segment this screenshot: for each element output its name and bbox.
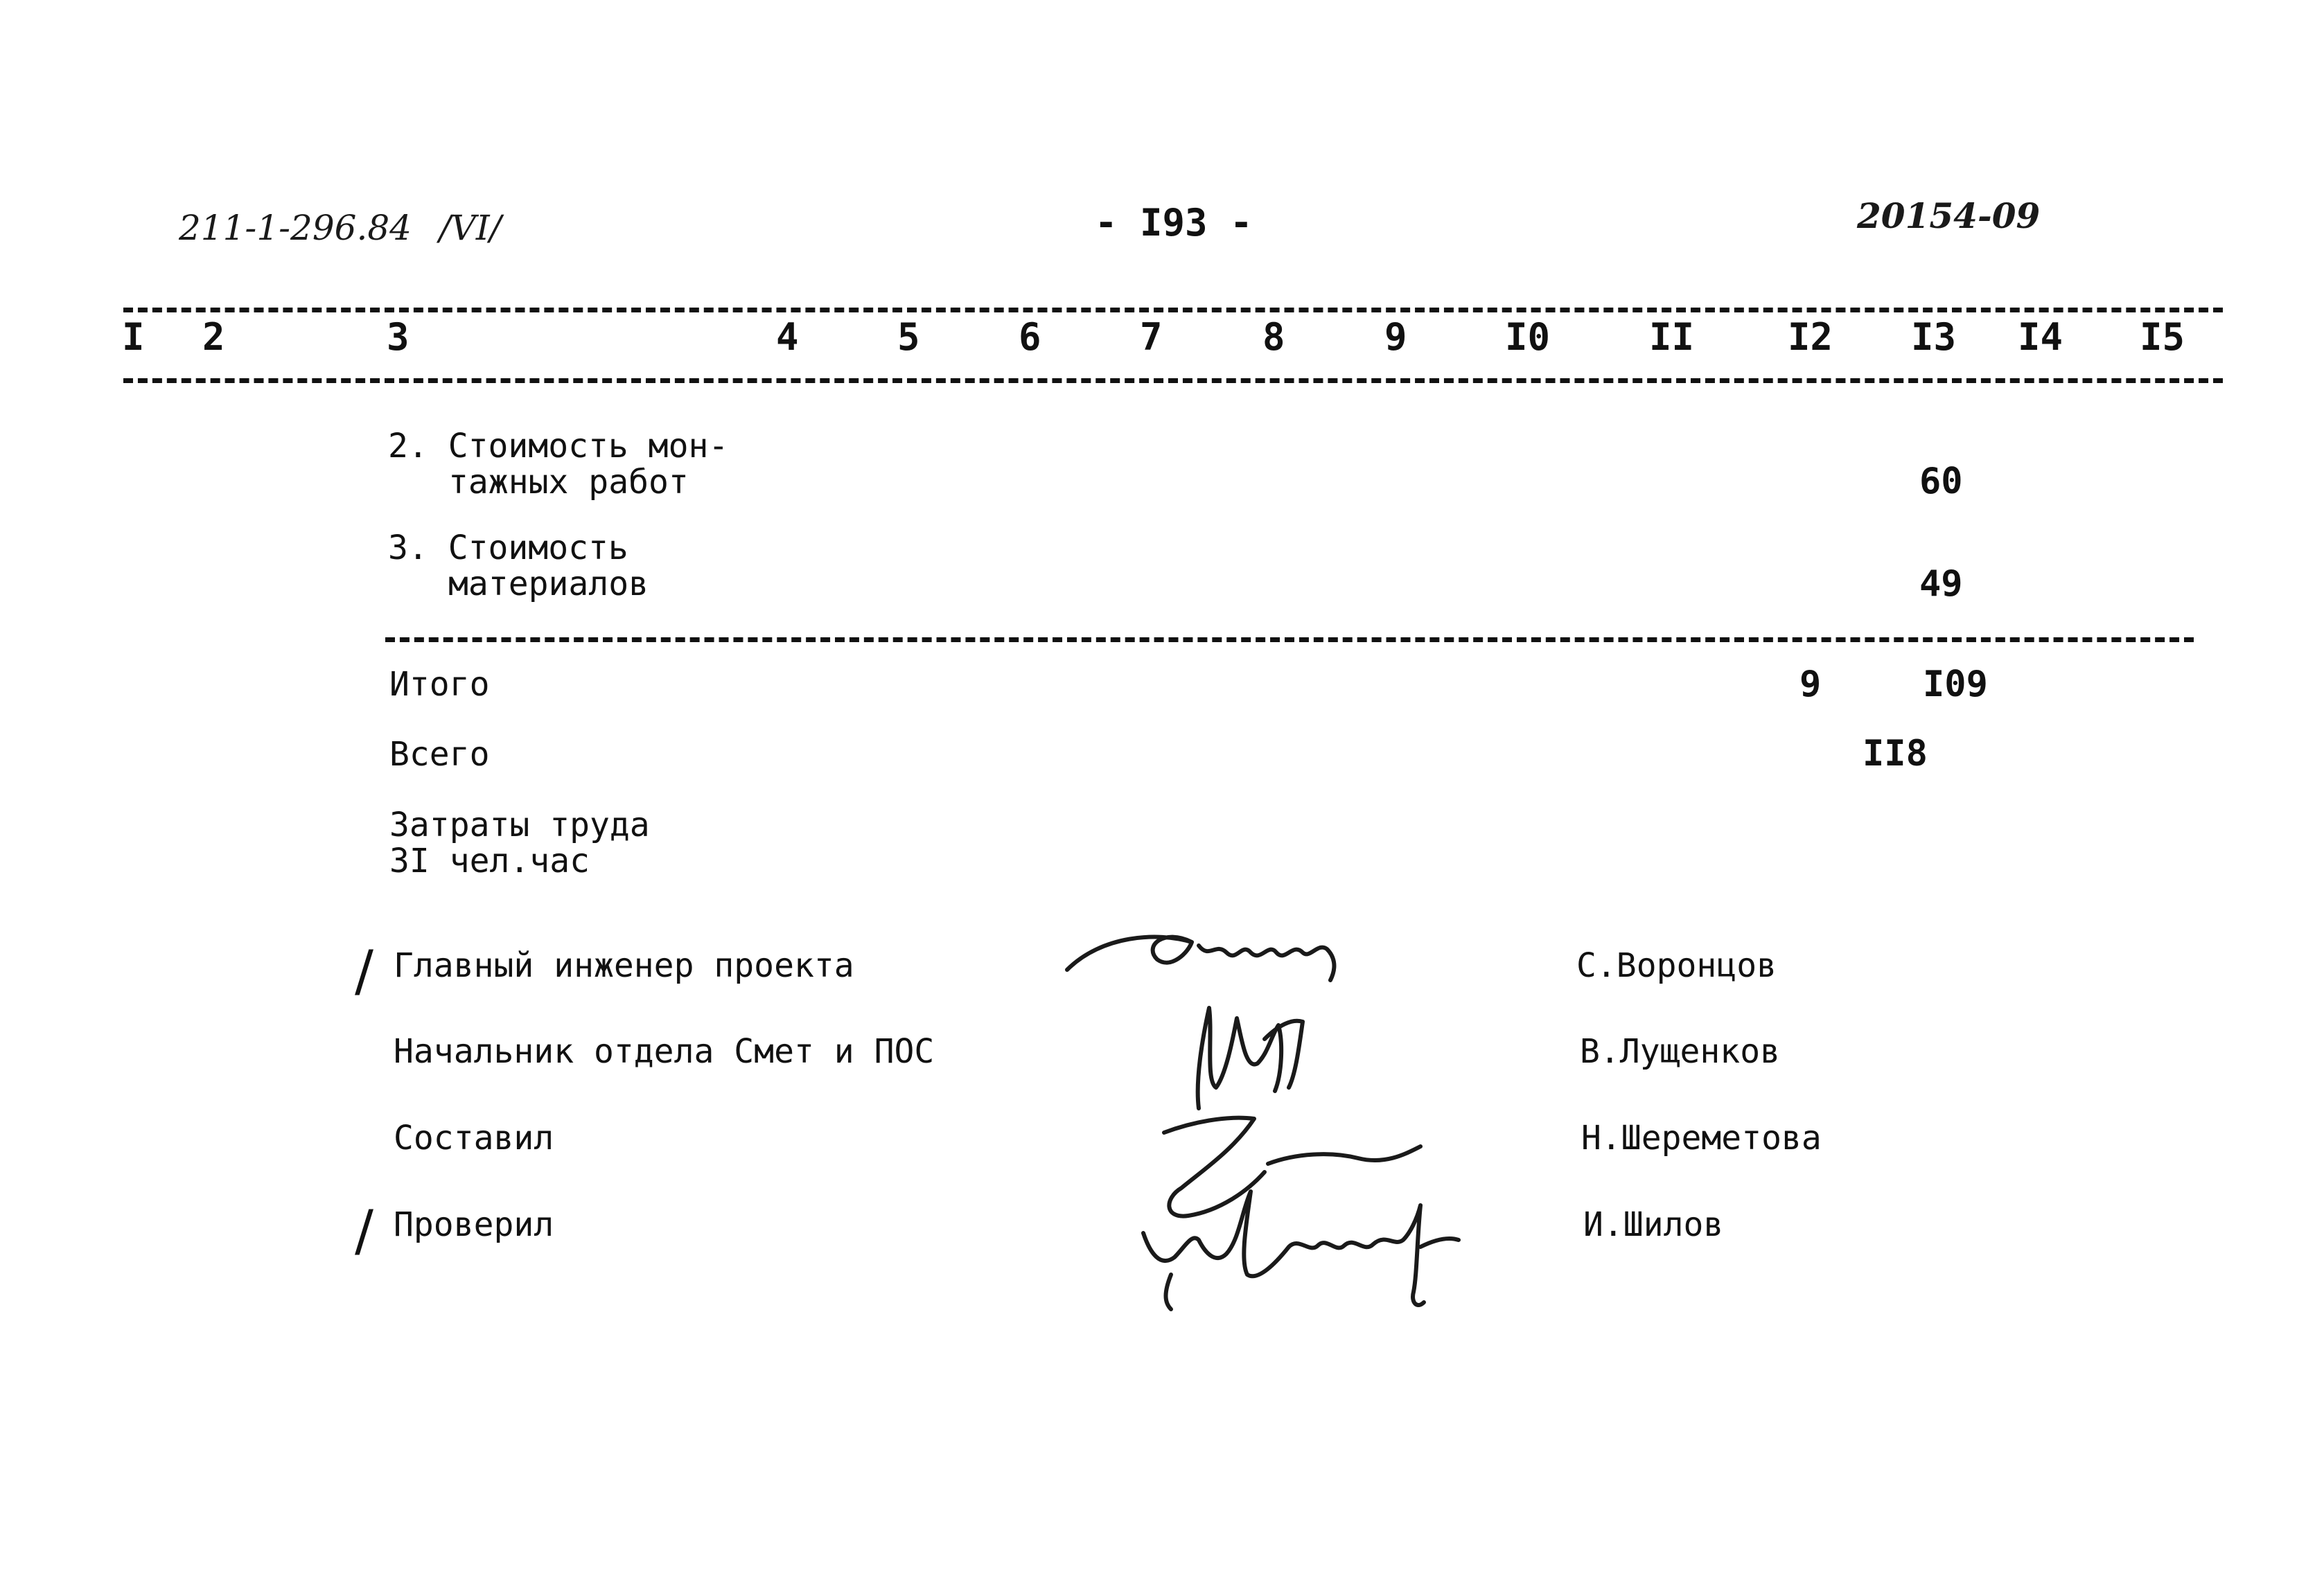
column-number: I5 [2140,315,2185,359]
labor-costs-line1: Затраты труда [389,806,650,844]
signatory-name: Н.Шереметова [1581,1119,1822,1158]
column-number: 2 [202,315,225,359]
slash-mark: / [355,1198,373,1263]
inventory-number: 20154-09 [1857,195,2041,236]
column-number: 8 [1262,315,1285,359]
document-code-number: 211-1-296.84 [179,208,412,248]
signature-checker [1143,1191,1459,1305]
grand-total-label: Всего [389,735,490,774]
column-number: 6 [1019,315,1041,359]
column-number: I0 [1505,315,1551,359]
signature-chief-engineer [1067,937,1334,980]
document-part: /VI/ [439,208,502,248]
labor-costs-line2: 3I чел.час [389,842,590,880]
signatory-role: Составил [394,1119,554,1158]
document-code [179,208,501,248]
grand-total-value: II8 [1863,733,1928,774]
column-number: I2 [1788,315,1833,359]
signature-dept-head [1198,1008,1303,1108]
column-number: I [122,315,145,359]
signatory-name: В.Лущенков [1580,1032,1780,1071]
row-value-col13: 49 [1919,563,1963,605]
row-label-line1: 3. Стоимость [388,529,628,567]
handwritten-signatures [1060,914,1559,1330]
column-number: I3 [1911,315,1957,359]
signatory-role: Начальник отдела Смет и ПОС [394,1032,935,1071]
labor-costs [389,807,650,879]
totals-rule [385,637,2194,642]
table-row [388,428,728,500]
column-number: 9 [1384,315,1407,359]
column-number: I4 [2018,315,2063,359]
row-label-line2: тажных работ [448,463,689,502]
signature-compiler [1164,1118,1420,1216]
column-number: 4 [776,315,799,359]
column-number: 3 [387,315,410,359]
signatory-name: С.Воронцов [1576,946,1777,985]
total-col12: 9 [1799,664,1822,705]
column-number: II [1649,315,1695,359]
header-rule-bottom [123,378,2223,383]
row-label-line1: 2. Стоимость мон- [388,427,729,466]
column-number: 7 [1140,315,1163,359]
row-label-line2: материалов [448,565,649,603]
row-value-col13: 60 [1919,461,1963,502]
table-row [388,530,649,602]
page-number: - I93 - [1095,201,1253,245]
column-number: 5 [897,315,920,359]
total-col13: I09 [1923,664,1988,705]
header-rule-top [123,308,2223,312]
signatory-role: Проверил [394,1205,554,1244]
signatory-role: Главный инженер проекта [394,946,854,985]
slash-mark: / [355,939,373,1003]
signatory-name: И.Шилов [1583,1205,1724,1244]
total-label: Итого [389,665,490,704]
